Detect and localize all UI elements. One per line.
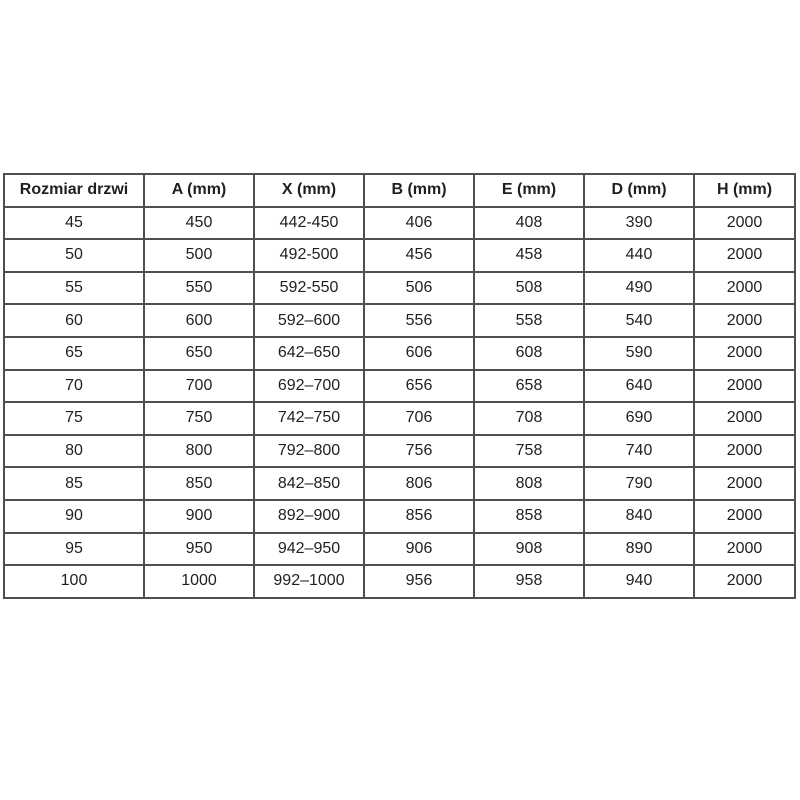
header-row xyxy=(4,174,795,207)
header-cell: D (mm) xyxy=(584,174,694,207)
table-cell: 2000 xyxy=(694,304,795,337)
table-row xyxy=(4,467,795,500)
header-cell: A (mm) xyxy=(144,174,254,207)
table-row xyxy=(4,500,795,533)
table-cell: 50 xyxy=(4,239,144,272)
table-cell: 1000 xyxy=(144,565,254,598)
table-cell: 556 xyxy=(364,304,474,337)
header-cell: Rozmiar drzwi xyxy=(4,174,144,207)
table-cell: 790 xyxy=(584,467,694,500)
table-cell: 55 xyxy=(4,272,144,305)
table-cell: 492-500 xyxy=(254,239,364,272)
table-row xyxy=(4,304,795,337)
table-cell: 2000 xyxy=(694,207,795,240)
table-cell: 806 xyxy=(364,467,474,500)
table-cell: 842–850 xyxy=(254,467,364,500)
table-cell: 95 xyxy=(4,533,144,566)
table-row xyxy=(4,565,795,598)
table-cell: 500 xyxy=(144,239,254,272)
table-cell: 690 xyxy=(584,402,694,435)
table-cell: 458 xyxy=(474,239,584,272)
table-cell: 890 xyxy=(584,533,694,566)
table-cell: 2000 xyxy=(694,500,795,533)
table-cell: 100 xyxy=(4,565,144,598)
table-cell: 856 xyxy=(364,500,474,533)
table-cell: 792–800 xyxy=(254,435,364,468)
table-cell: 590 xyxy=(584,337,694,370)
table-cell: 2000 xyxy=(694,435,795,468)
table-cell: 60 xyxy=(4,304,144,337)
table-cell: 2000 xyxy=(694,402,795,435)
table-cell: 850 xyxy=(144,467,254,500)
table-cell: 800 xyxy=(144,435,254,468)
table-cell: 2000 xyxy=(694,337,795,370)
table-cell: 742–750 xyxy=(254,402,364,435)
table-cell: 75 xyxy=(4,402,144,435)
table-cell: 406 xyxy=(364,207,474,240)
table-cell: 490 xyxy=(584,272,694,305)
header-cell: B (mm) xyxy=(364,174,474,207)
table-cell: 750 xyxy=(144,402,254,435)
table-cell: 70 xyxy=(4,370,144,403)
table-row xyxy=(4,402,795,435)
table-cell: 756 xyxy=(364,435,474,468)
table-cell: 45 xyxy=(4,207,144,240)
table-cell: 900 xyxy=(144,500,254,533)
table-cell: 592-550 xyxy=(254,272,364,305)
table-row xyxy=(4,239,795,272)
table-cell: 908 xyxy=(474,533,584,566)
header-cell: X (mm) xyxy=(254,174,364,207)
table-cell: 558 xyxy=(474,304,584,337)
table-row xyxy=(4,272,795,305)
table-cell: 840 xyxy=(584,500,694,533)
table-cell: 90 xyxy=(4,500,144,533)
door-size-table xyxy=(3,173,796,599)
table-cell: 940 xyxy=(584,565,694,598)
table-row xyxy=(4,370,795,403)
table-cell: 440 xyxy=(584,239,694,272)
table-cell: 65 xyxy=(4,337,144,370)
table-cell: 2000 xyxy=(694,272,795,305)
table-cell: 600 xyxy=(144,304,254,337)
table-row xyxy=(4,533,795,566)
table-cell: 808 xyxy=(474,467,584,500)
table-cell: 642–650 xyxy=(254,337,364,370)
table-body xyxy=(4,207,795,598)
table-cell: 390 xyxy=(584,207,694,240)
table-cell: 2000 xyxy=(694,370,795,403)
table-cell: 892–900 xyxy=(254,500,364,533)
table-cell: 540 xyxy=(584,304,694,337)
header-cell: H (mm) xyxy=(694,174,795,207)
table-row xyxy=(4,337,795,370)
table-cell: 958 xyxy=(474,565,584,598)
table-row xyxy=(4,207,795,240)
table-cell: 706 xyxy=(364,402,474,435)
table-cell: 442-450 xyxy=(254,207,364,240)
table-cell: 85 xyxy=(4,467,144,500)
table-cell: 606 xyxy=(364,337,474,370)
table-row xyxy=(4,435,795,468)
table-cell: 708 xyxy=(474,402,584,435)
table-cell: 2000 xyxy=(694,239,795,272)
table-cell: 700 xyxy=(144,370,254,403)
table-cell: 950 xyxy=(144,533,254,566)
table-cell: 992–1000 xyxy=(254,565,364,598)
table-cell: 2000 xyxy=(694,533,795,566)
table-cell: 740 xyxy=(584,435,694,468)
table-cell: 608 xyxy=(474,337,584,370)
table-cell: 650 xyxy=(144,337,254,370)
table-cell: 2000 xyxy=(694,565,795,598)
table-cell: 456 xyxy=(364,239,474,272)
table-cell: 656 xyxy=(364,370,474,403)
table-cell: 450 xyxy=(144,207,254,240)
table-cell: 658 xyxy=(474,370,584,403)
table-cell: 506 xyxy=(364,272,474,305)
table-cell: 2000 xyxy=(694,467,795,500)
table-cell: 508 xyxy=(474,272,584,305)
table-cell: 858 xyxy=(474,500,584,533)
header-cell: E (mm) xyxy=(474,174,584,207)
table-cell: 956 xyxy=(364,565,474,598)
table-cell: 692–700 xyxy=(254,370,364,403)
table-cell: 408 xyxy=(474,207,584,240)
table-cell: 906 xyxy=(364,533,474,566)
table-cell: 758 xyxy=(474,435,584,468)
table-cell: 942–950 xyxy=(254,533,364,566)
table-cell: 640 xyxy=(584,370,694,403)
table-cell: 80 xyxy=(4,435,144,468)
table-cell: 550 xyxy=(144,272,254,305)
table-cell: 592–600 xyxy=(254,304,364,337)
